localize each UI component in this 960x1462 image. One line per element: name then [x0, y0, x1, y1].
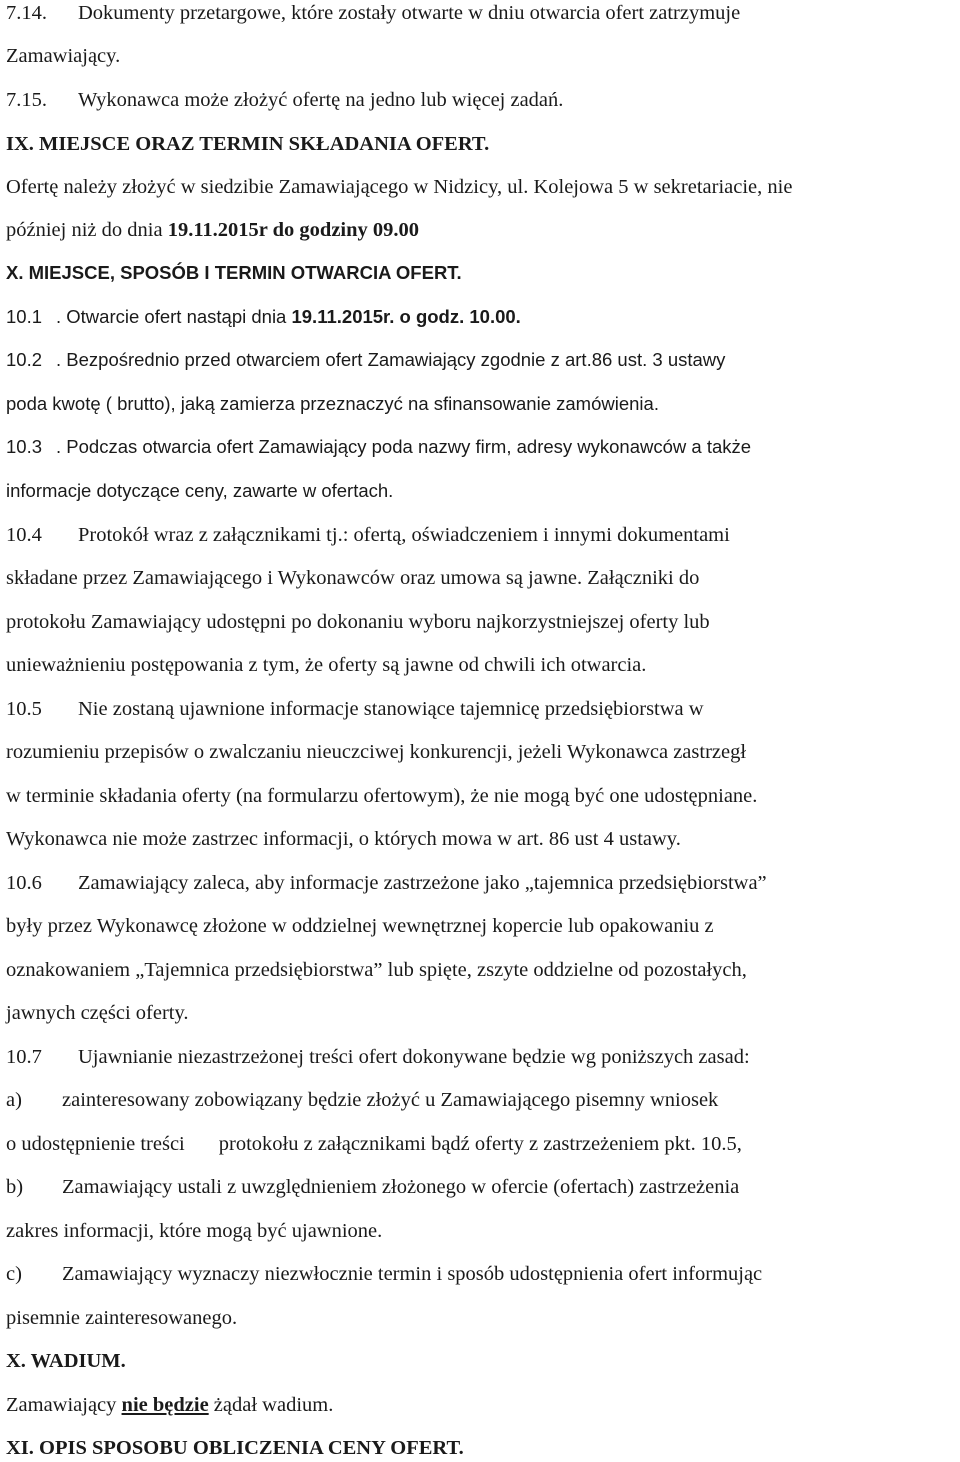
item-number: 10.2 — [6, 349, 43, 370]
submission-deadline — [6, 220, 419, 241]
list-item-c — [6, 1264, 762, 1285]
item-number: 10.1 — [6, 306, 43, 327]
line-part: Zamawiający — [6, 1394, 122, 1416]
line-part: o udostępnienie treści — [6, 1133, 185, 1155]
item-text: . Bezpośrednio przed otwarciem ofert Zamawiający zgodnie z art.86 ust. 3 ustawy — [56, 349, 726, 370]
item-text: Zamawiający wyznaczy niezwłocznie termin i sposób udostępnienia ofert informując — [62, 1263, 763, 1285]
section-heading-xi: XI. OPIS SPOSOBU OBLICZENIA CENY OFERT. — [6, 1437, 464, 1459]
item-text: Nie zostaną ujawnione informacje stanowiące tajemnicę przedsiębiorstwa w — [78, 698, 704, 720]
text-line: poda kwotę ( brutto), jaką zamierza przeznaczyć na sfinansowanie zamówienia. — [6, 393, 659, 414]
list-item-a — [6, 1090, 718, 1111]
text-line — [6, 1134, 742, 1155]
section-10-5 — [6, 699, 704, 720]
text-line: w terminie składania oferty (na formularzu ofertowym), że nie mogą być one udostępniane. — [6, 785, 758, 807]
text-line: Zamawiający. — [6, 45, 121, 67]
item-number: 10.4 — [6, 524, 42, 546]
item-text: Zamawiający zaleca, aby informacje zastrzeżone jako „tajemnica przedsiębiorstwa” — [78, 872, 767, 894]
line-part: żądał wadium. — [208, 1394, 334, 1416]
section-heading-wadium: X. WADIUM. — [6, 1350, 126, 1372]
list-marker: a) — [6, 1089, 22, 1111]
item-number: 10.3 — [6, 436, 43, 457]
deadline-date: 19.11.2015r do godziny 09.00 — [167, 219, 420, 241]
item-text: zainteresowany zobowiązany będzie złożyć u Zamawiającego pisemny wniosek — [62, 1089, 719, 1111]
text-line: informacje dotyczące ceny, zawarte w ofertach. — [6, 480, 394, 501]
section-heading-x: X. MIEJSCE, SPOSÓB I TERMIN OTWARCIA OFERT. — [6, 262, 462, 283]
item-text: Dokumenty przetargowe, które zostały otwarte w dniu otwarcia ofert zatrzymuje — [78, 2, 741, 24]
text-line: Ofertę należy złożyć w siedzibie Zamawiającego w Nidzicy, ul. Kolejowa 5 w sekretariacie, nie — [6, 176, 793, 198]
section-10-6 — [6, 873, 767, 894]
text-line: oznakowaniem „Tajemnica przedsiębiorstwa” lub spięte, zszyte oddzielne od pozostałych, — [6, 959, 747, 981]
text-line: Wykonawca nie może zastrzec informacji, o których mowa w art. 86 ust 4 ustawy. — [6, 828, 681, 850]
text-line: protokołu Zamawiający udostępni po dokonaniu wyboru najkorzystniejszej oferty lub — [6, 611, 710, 633]
text-line: rozumieniu przepisów o zwalczaniu nieuczciwej konkurencji, jeżeli Wykonawca zastrzegł — [6, 741, 747, 763]
section-7-15 — [6, 90, 563, 111]
list-item-b — [6, 1177, 739, 1198]
deadline-prefix: później niż do dnia — [6, 219, 168, 241]
item-number: 7.15. — [6, 89, 47, 111]
item-text: Wykonawca może złożyć ofertę na jedno lub więcej zadań. — [78, 89, 564, 111]
text-line: jawnych części oferty. — [6, 1002, 189, 1024]
item-text: Ujawnianie niezastrzeżonej treści ofert dokonywane będzie wg poniższych zasad: — [78, 1046, 750, 1068]
section-10-7 — [6, 1047, 750, 1068]
section-10-4 — [6, 525, 730, 546]
item-text: Protokół wraz z załącznikami tj.: ofertą, oświadczeniem i innymi dokumentami — [78, 524, 730, 546]
list-marker: b) — [6, 1176, 24, 1198]
item-number: 10.6 — [6, 872, 42, 894]
line-part: protokołu z załącznikami bądź oferty z zastrzeżeniem pkt. 10.5, — [218, 1133, 742, 1155]
opening-date: 19.11.2015r. o godz. 10.00. — [291, 306, 521, 327]
item-number: 10.7 — [6, 1046, 42, 1068]
text-line: unieważnieniu postępowania z tym, że oferty są jawne od chwili ich otwarcia. — [6, 654, 647, 676]
item-text: . Otwarcie ofert nastąpi dnia — [56, 306, 292, 327]
item-text: Zamawiający ustali z uwzględnieniem złożonego w ofercie (ofertach) zastrzeżenia — [62, 1176, 740, 1198]
wadium-statement — [6, 1395, 333, 1416]
list-marker: c) — [6, 1263, 22, 1285]
section-10-2 — [6, 351, 725, 370]
text-line: pisemnie zainteresowanego. — [6, 1307, 238, 1329]
section-heading-ix: IX. MIEJSCE ORAZ TERMIN SKŁADANIA OFERT. — [6, 133, 490, 155]
emphasis-text: nie będzie — [121, 1394, 209, 1416]
item-text: . Podczas otwarcia ofert Zamawiający poda nazwy firm, adresy wykonawców a także — [56, 436, 752, 457]
section-7-14 — [6, 3, 740, 24]
text-line: zakres informacji, które mogą być ujawnione. — [6, 1220, 383, 1242]
text-line: składane przez Zamawiającego i Wykonawców oraz umowa są jawne. Załączniki do — [6, 567, 700, 589]
item-number: 10.5 — [6, 698, 42, 720]
text-line: były przez Wykonawcę złożone w oddzielnej wewnętrznej kopercie lub opakowaniu z — [6, 915, 714, 937]
item-number: 7.14. — [6, 2, 47, 24]
section-10-1 — [6, 308, 521, 327]
section-10-3 — [6, 438, 751, 457]
